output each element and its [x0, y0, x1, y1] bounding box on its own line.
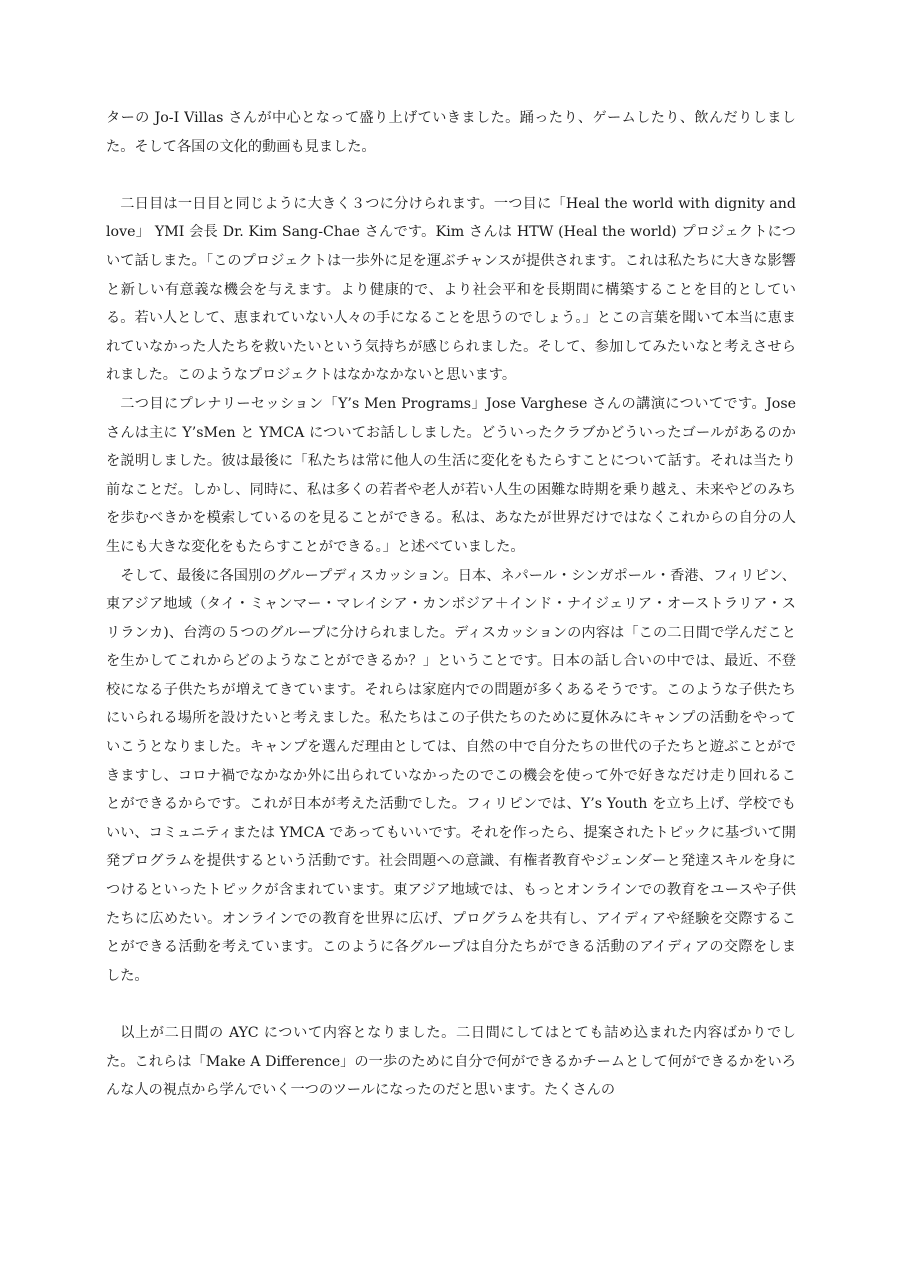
- paragraph-summary: 以上が二日間の AYC について内容となりました。二日間にしてはとても詰め込まれた内容ばかりでした。これらは「Make A Difference」の一歩のために自分で何ができるかチームとして何ができるかをいろんな人の視点から学んでいく一つのツールになったのだと思います。たくさんの: [106, 1025, 796, 1099]
- paragraph-plenary-session: 二つ目にプレナリーセッション「Y’s Men Programs」Jose Varghese さんの講演についてです。Jose さんは主に Y’sMen と YMCA についてお話ししました。どういったクラブかどういったゴールがあるのかを説明しました。彼は最後に「私たちは常に他人の生活に変化をもたらすことについて話す。それは当たり前なことだ。しかし、同時に、私は多くの若者や老人が若い人生の困難な時期を乗り越え、未来やどのみちを歩むべきかを模索しているのを見ることができる。私は、あなたが世界だけではなくこれからの自分の人生にも大きな変化をもたらすことができる。」と述べていました。: [106, 395, 796, 555]
- paragraph-gap: [106, 990, 796, 1019]
- paragraph-day-two-intro: 二日目は一日目と同じように大きく３つに分けられます。一つ目に「Heal the world with dignity and love」 YMI 会長 Dr. Kim Sang-Chae さんです。Kim さんは HTW (Heal the world) プロジェクトについて話しまた。「このプロジェクトは一歩外に足を運ぶチャンスが提供されます。これは私たちに大きな影響と新しい有意義な機会を与えます。より健康的で、より社会平和を長期間に構築することを目的としている。若い人として、恵まれていない人々の手になることを思うのでしょう。」とこの言葉を聞いて本当に恵まれていなかった人たちを救いたいという気持ちが感じられました。そして、参加してみたいなと考えさせられました。このようなプロジェクトはなかなかないと思います。: [106, 195, 796, 384]
- paragraph-gap: [106, 161, 796, 190]
- document-body: [106, 104, 796, 1105]
- paragraph-group-discussion: そして、最後に各国別のグループディスカッション。日本、ネパール・シンガポール・香港、フィリピン、東アジア地域（タイ・ミャンマー・マレイシア・カンボジア＋インド・ナイジェリア・オーストラリア・スリランカ)、台湾の５つのグループに分けられました。ディスカッションの内容は「この二日間で学んだことを生かしてこれからどのようなことができるか？」ということです。日本の話し合いの中では、最近、不登校になる子供たちが増えてきています。それらは家庭内での問題が多くあるそうです。このような子供たちにいられる場所を設けたいと考えました。私たちはこの子供たちのために夏休みにキャンプの活動をやっていこうとなりました。キャンプを選んだ理由としては、自然の中で自分たちの世代の子たちと遊ぶことができますし、コロナ禍でなかなか外に出られていなかったのでこの機会を使って外で好きなだけ走り回れることができるからです。これが日本が考えた活動でした。フィリピンでは、Y’s Youth を立ち上げ、学校でもいい、コミュニティまたは YMCA であってもいいです。それを作ったら、提案されたトピックに基づいて開発プログラムを提供するという活動です。社会問題への意識、有権者教育やジェンダーと発達スキルを身につけるといったトピックが含まれています。東アジア地域では、もっとオンラインでの教育をユースや子供たちに広めたい。オンラインでの教育を世界に広げ、プログラムを共有し、アイディアや経験を交際することができる活動を考えています。このように各グループは自分たちができる活動のアイディアの交際をしました。: [106, 567, 796, 984]
- paragraph-continuation: ターの Jo-I Villas さんが中心となって盛り上げていきました。踊ったり、ゲームしたり、飲んだりしました。そして各国の文化的動画も見ました。: [106, 110, 796, 155]
